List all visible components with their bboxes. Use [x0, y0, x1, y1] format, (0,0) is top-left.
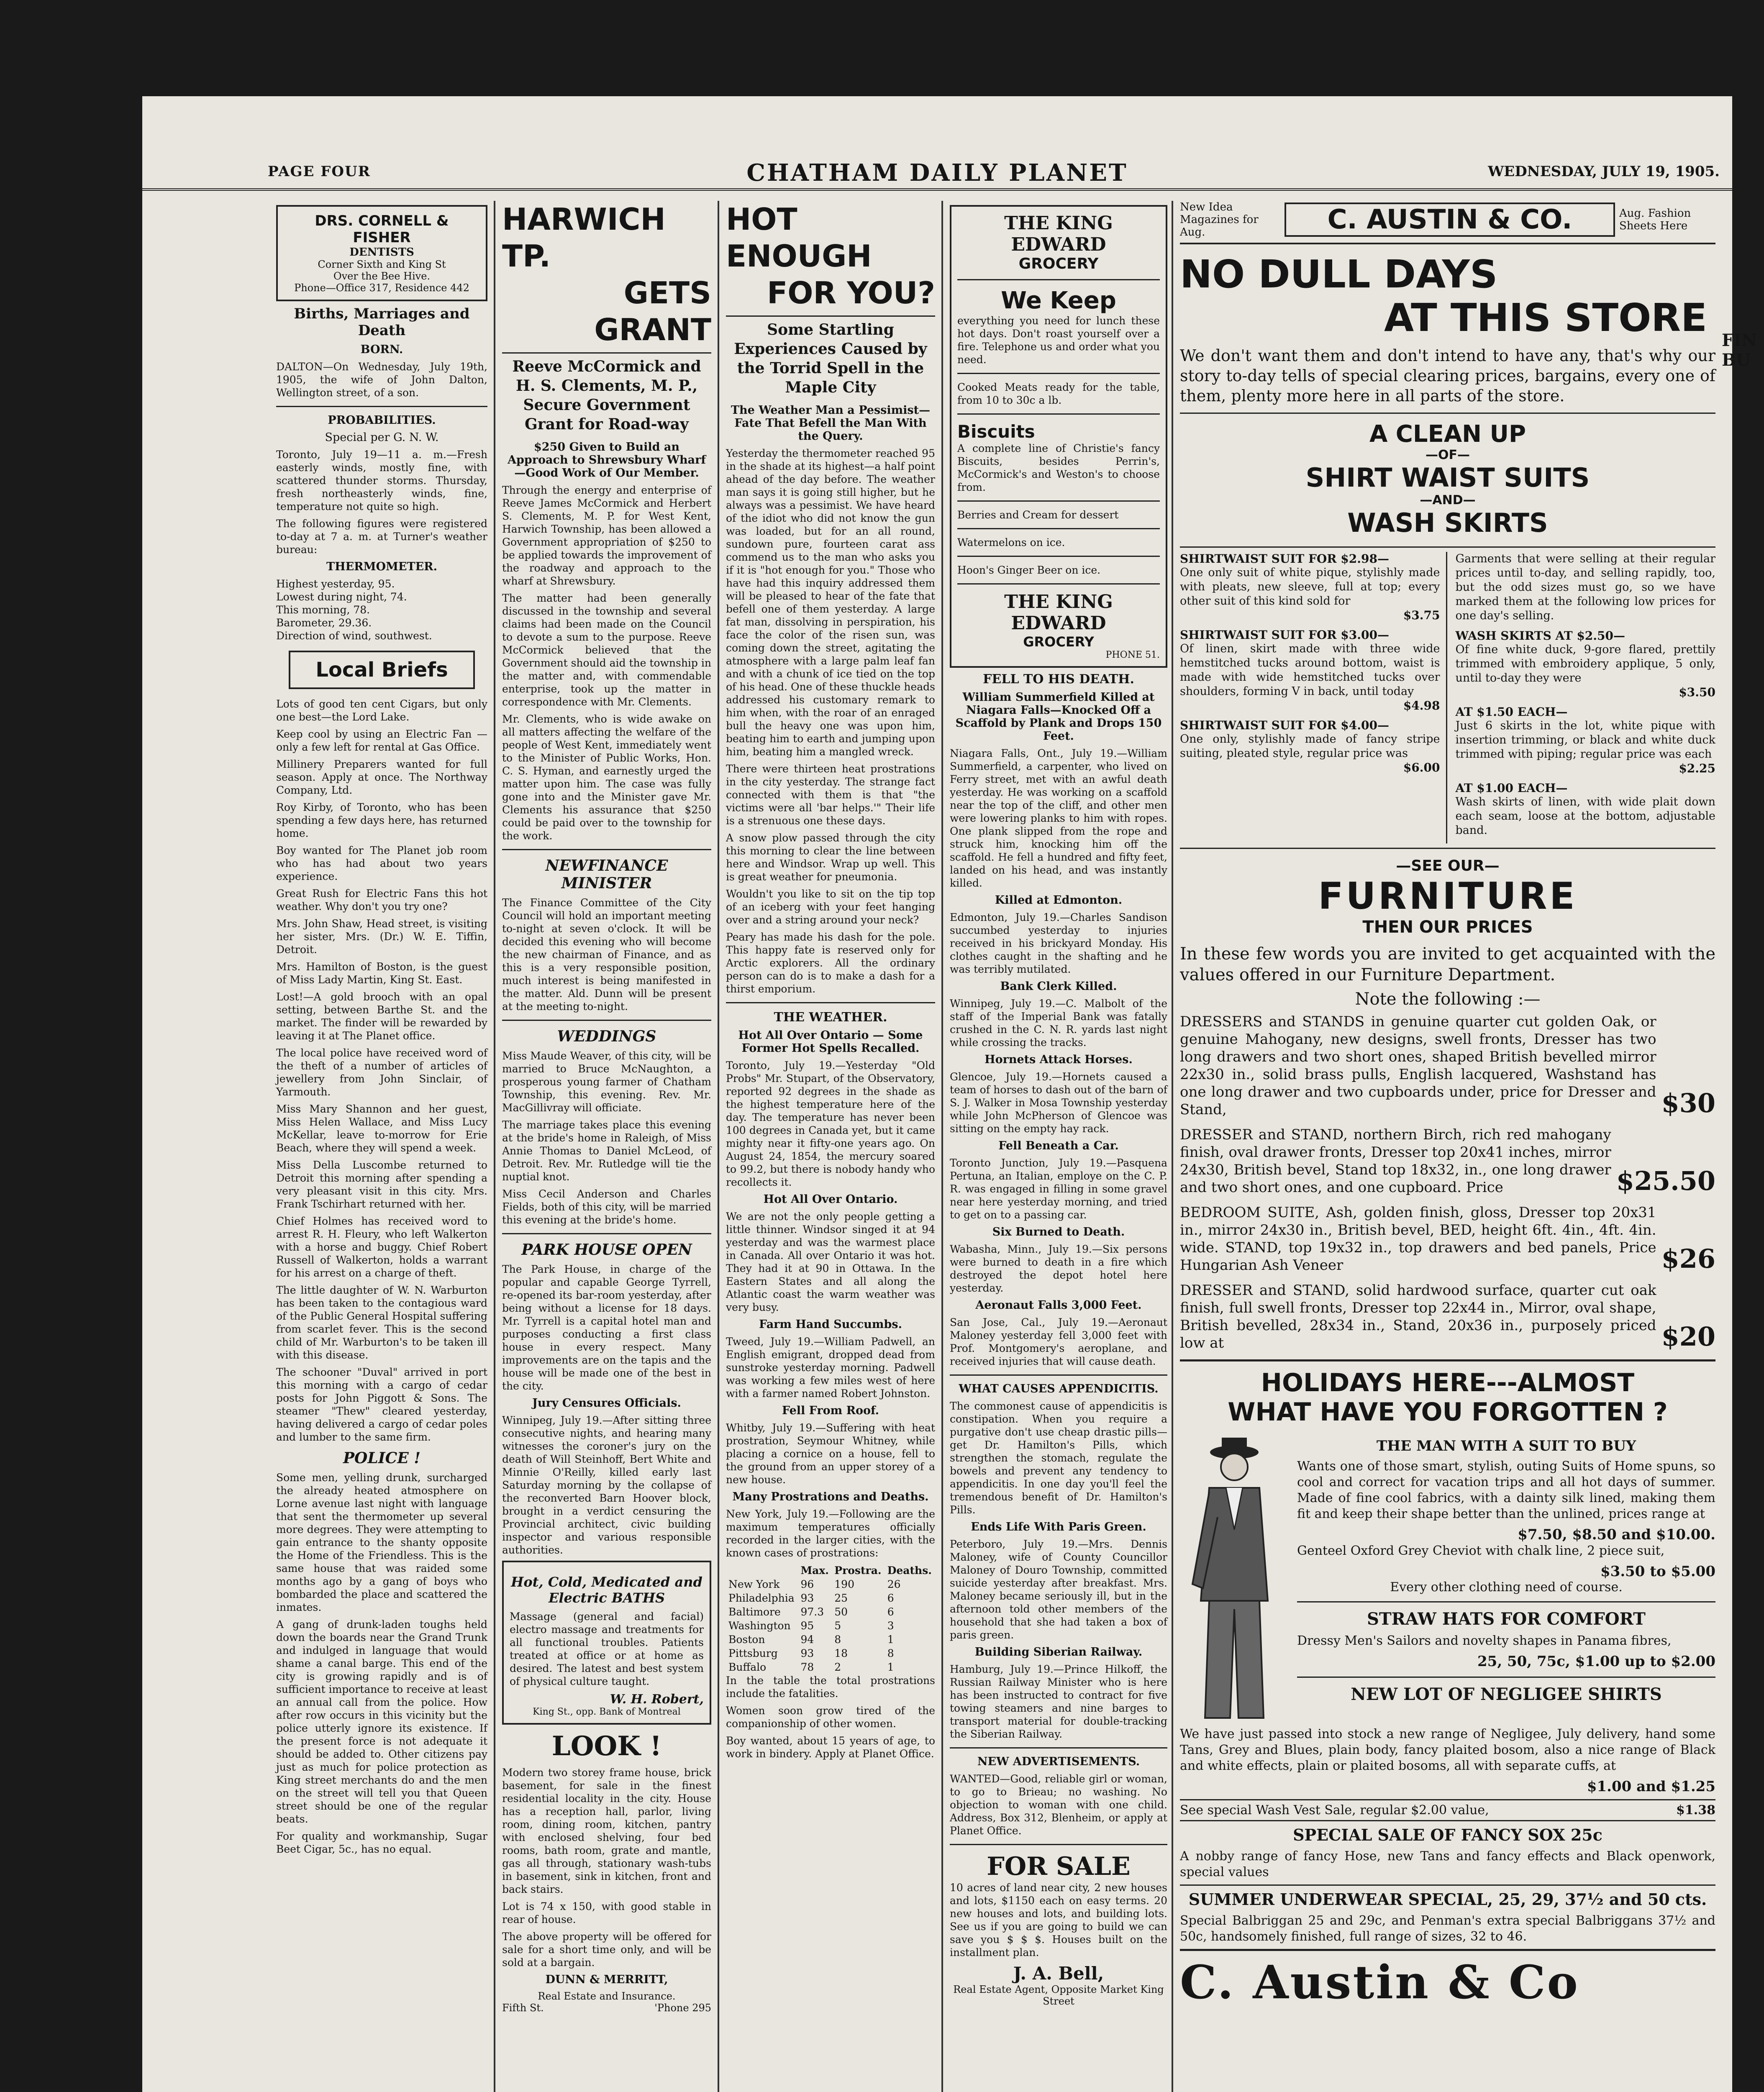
table-cell: 50: [834, 1606, 848, 1618]
brief-item: Miss Mary Shannon and her guest, Miss Helen Wallace, and Miss Lucy McKellar, leave to-morrow for Erie Beach, where they will spend a week.: [276, 1103, 487, 1154]
thermometer-reading: Direction of wind, southwest.: [276, 630, 432, 642]
wash-vest-sale: See special Wash Vest Sale, regular $2.00 value, $1.38: [1180, 1799, 1715, 1821]
table-cell: 5: [834, 1620, 841, 1632]
boy-wanted: Boy wanted, about 15 years of age, to work in bindery. Apply at Planet Office.: [726, 1735, 935, 1760]
sale-item: [1180, 718, 1440, 774]
harwich-subhead: Reeve McCormick and H. S. Clements, M. P., Secure Government Grant for Road-way: [512, 358, 701, 433]
weather-subhead: Hot All Over Ontario — Some Former Hot Spells Recalled.: [738, 1029, 923, 1055]
new-finance-text: The Finance Committee of the City Council will hold an important meeting to-night at seven o'clock. It will be decided this evening who will become the new chairman of Finance, and as this is a very responsible position, much interest is being manifested in the matter. Ald. Dunn will be present at the meeting to-night.: [502, 897, 711, 1013]
shirt-waist-items: [1180, 552, 1447, 843]
look-text-2: Lot is 74 x 150, with good stable in rear of house.: [502, 1900, 711, 1925]
oxford-text: Genteel Oxford Grey Cheviot with chalk line, 2 piece suit,: [1297, 1543, 1665, 1558]
brief-item: Lost!—A gold brooch with an opal setting, between Barthe St. and the market. The finder will be rewarded by leaving it at The Planet office.: [276, 991, 487, 1042]
probabilities-heading: PROBABILITIES.: [328, 414, 436, 427]
table-cell: 8: [834, 1633, 841, 1646]
no-dull-days-text: We don't want them and don't intend to have any, that's why our story to-day tells of special clearing prices, bargains, every one of them, plenty more here in all parts of the store.: [1180, 346, 1715, 405]
fancy-sox-heading: SPECIAL SALE OF FANCY SOX 25c: [1293, 1825, 1602, 1844]
sale-item-price: $4.98: [1403, 699, 1440, 713]
brief-item: The little daughter of W. N. Warburton has been taken to the contagious ward of the Public General Hospital suffering from scarlet fever. This is the second child of Mr. Warburton's to be taken ill with this disease.: [276, 1284, 487, 1361]
dentists-address: Corner Sixth and King St: [318, 259, 446, 270]
sale-item-text: Just 6 skirts in the lot, white pique with insertion trimming, or black and white duck trimmed with piping; regular price was each: [1455, 719, 1715, 761]
weddings-article: [502, 1049, 711, 1226]
issue-date: WEDNESDAY, JULY 19, 1905.: [1488, 163, 1720, 180]
probabilities-text-2: The following figures were registered to-day at 7 a. m. at Turner's weather bureau:: [276, 518, 487, 556]
brief-item: The local police have received word of the theft of a number of articles of jewellery from John Sinclair, of Yarmouth.: [276, 1047, 487, 1098]
baths-text: Massage (general and facial) electro massage and treatments for all functional troubles. Patients treated at office or at home as desired. The latest and best system of physical culture taught.: [510, 1610, 704, 1687]
dentists-role: DENTISTS: [349, 246, 414, 259]
article-paragraph: There were thirteen heat prostrations in the city yesterday. The strange fact connected with them is that "the victims were all 'bar helps.'" Their life is a strenuous one these days.: [726, 763, 935, 827]
sale-item-title: WASH SKIRTS AT $2.50—: [1455, 629, 1625, 643]
table-cell: 93: [800, 1592, 814, 1604]
new-idea-magazines: New Idea Magazines for Aug.: [1180, 201, 1259, 238]
wedding-item: The marriage takes place this evening at the bride's home in Raleigh, of Miss Annie Thomas to Daniel McLeod, of Detroit. Rev. Mr. Rutledge will tie the nuptial knot.: [502, 1119, 711, 1183]
new-finance-heading: NEWFINANCE MINISTER: [545, 857, 668, 892]
furniture-item-price: $30: [1661, 1088, 1715, 1118]
brief-item: Roy Kirby, of Toronto, who has been spending a few days here, has returned home.: [276, 801, 487, 839]
column-2: [502, 201, 711, 2092]
weather-heading: THE WEATHER.: [774, 1010, 887, 1025]
furniture-item-price: $20: [1661, 1321, 1715, 1352]
hot-ontario-heading: Hot All Over Ontario.: [763, 1193, 898, 1206]
newspaper-title: CHATHAM DAILY PLANET: [746, 159, 1128, 187]
jury-heading: Jury Censures Officials.: [532, 1397, 681, 1410]
man-illustration: [1180, 1433, 1297, 1726]
bell-name: J. A. Bell,: [1013, 1963, 1104, 1984]
brief-item: Great Rush for Electric Fans this hot weather. Why don't you try one?: [276, 887, 487, 913]
furniture-item: [1180, 1013, 1715, 1118]
brief-item: Chief Holmes has received word to arrest R. H. Fleury, who left Walkerton with a horse and buggy. Chief Robert Russell of Walkerton, holds a warrant for his arrest on a charge of theft.: [276, 1215, 487, 1279]
brief-item: Keep cool by using an Electric Fan —only a few left for rental at Gas Office.: [276, 728, 487, 753]
dentists-phone: Phone—Office 317, Residence 442: [294, 282, 469, 294]
table-header: Max.: [800, 1564, 829, 1577]
masthead: [142, 159, 1732, 191]
appendicitis-heading: WHAT CAUSES APPENDICITIS.: [959, 1382, 1159, 1395]
table-cell: 3: [887, 1620, 894, 1632]
clothing-section: [1180, 1433, 1715, 1726]
dentists-address-2: Over the Bee Hive.: [333, 270, 431, 282]
berries: Berries and Cream for dessert: [957, 509, 1119, 521]
new-ads-heading: NEW ADVERTISEMENTS.: [977, 1755, 1140, 1768]
king-edward-title-2: THE KING EDWARD: [1004, 591, 1113, 634]
wanted-ad: WANTED—Good, reliable girl or woman, to go to Brieau; no washing. No objection to woman with one child. Address, Box 312, Blenheim, or apply at Planet Office.: [950, 1773, 1167, 1837]
table-header: Deaths.: [887, 1564, 932, 1577]
biscuits-heading: Biscuits: [957, 421, 1035, 442]
hot-article: [726, 447, 935, 995]
paris-green-text: Peterboro, July 19.—Mrs. Dennis Maloney, wife of County Councillor Maloney of Douro Township, committed suicide yesterday after breakfast. Mrs. Maloney became seriously ill, but in the afternoon told other members of the household that she had taken a box of paris green.: [950, 1538, 1167, 1641]
fell-subhead: William Summerfield Killed at Niagara Falls—Knocked Off a Scaffold by Plank and Drops 150 Feet.: [955, 691, 1162, 743]
column-4: [950, 201, 1167, 2092]
every-other: Every other clothing need of course.: [1390, 1580, 1623, 1595]
dunn-merritt-street: Fifth St. 'Phone 295: [502, 2002, 711, 2014]
table-cell: Boston: [728, 1633, 765, 1646]
table-row: [726, 1591, 935, 1605]
article-paragraph: Through the energy and enterprise of Reeve James McCormick and Herbert S. Clements, M. P. for West Kent, Harwich Township, has been allowed a Government appropriation of $250 to be applied towards the improvement of the roadway and approach to the wharf at Shrewsbury.: [502, 484, 711, 587]
bank-heading: Bank Clerk Killed.: [1000, 980, 1117, 993]
sale-item: [1456, 705, 1716, 775]
furniture-item-text: BEDROOM SUITE, Ash, golden finish, gloss, Dresser top 20x31 in., mirror 24x30 in., British bevel, BED, height 6ft. 4in., 4ft. 4in. wide. STAND, top 19x32 in., top drawers and bed panels, Price Hungarian Ash Veneer: [1180, 1204, 1656, 1274]
clean-up-items: [1180, 546, 1715, 849]
sale-item-text: Of linen, skirt made with three wide hemstitched tucks around bottom, waist is made with wide hemstitched tucks over shoulders, forming V in back, until today: [1180, 642, 1440, 698]
austin-name: C. AUSTIN & CO.: [1285, 203, 1615, 237]
article-paragraph: A snow plow passed through the city this morning to clear the line between here and Windsor. Wrap up well. This is great weather for pneumonia.: [726, 832, 935, 883]
sale-item-title: AT $1.50 EACH—: [1455, 705, 1568, 719]
roof-text: Whitby, July 19.—Suffering with heat prostration, Seymour Whitney, while placing a cornice on a house, fell to the ground from an upper storey of a new house.: [726, 1422, 935, 1486]
police-article: [276, 1471, 487, 1856]
man-suit-price: $7.50, $8.50 and $10.00.: [1518, 1526, 1715, 1543]
table-cell: 6: [887, 1606, 894, 1618]
local-briefs: [276, 697, 487, 1443]
women-note: Women soon grow tired of the companionship of other women.: [726, 1705, 935, 1730]
table-cell: 26: [887, 1578, 901, 1590]
table-note: In the table the total prostrations include the fatalities.: [726, 1674, 935, 1700]
straw-hats-text: Dressy Men's Sailors and novelty shapes in Panama fibres,: [1297, 1633, 1672, 1648]
table-row: [726, 1633, 935, 1646]
car-heading: Fell Beneath a Car.: [998, 1139, 1119, 1152]
fashion-sheets: Aug. Fashion Sheets Here: [1619, 207, 1691, 232]
hot-subhead: Some Startling Experiences Caused by the Torrid Spell in the Maple City: [734, 321, 927, 396]
farm-heading: Farm Hand Succumbs.: [759, 1318, 902, 1331]
burned-text: Wabasha, Minn., July 19.—Six persons were burned to death in a fire which destroyed the depot hotel here yesterday.: [950, 1243, 1167, 1294]
police-paragraph: For quality and workmanship, Sugar Beet Cigar, 5c., has no equal.: [276, 1830, 487, 1855]
column-rule: [718, 201, 719, 2092]
furniture-heading: FURNITURE: [1318, 874, 1577, 918]
brief-item: Boy wanted for The Planet job room who has had about two years experience.: [276, 844, 487, 882]
straw-hats-price: 25, 50, 75c, $1.00 up to $2.00: [1477, 1653, 1715, 1670]
man-suit-heading: THE MAN WITH A SUIT TO BUY: [1376, 1438, 1636, 1454]
sale-item-text: Garments that were selling at their regular prices until to-day, and selling rapidly, too, but the odd sizes must go, so we have marked them at the following low prices for one day's selling.: [1455, 552, 1715, 622]
furniture-item-price: $25.50: [1616, 1166, 1715, 1196]
dunn-merritt: DUNN & MERRITT,: [545, 1973, 668, 1986]
born-heading: BORN.: [360, 343, 403, 356]
sale-item-text: Of fine white duck, 9-gore flared, prettily trimmed with embroidery applique, 5 only, until to-day they were: [1455, 643, 1715, 685]
for-sale-text: 10 acres of land near city, 2 new houses and lots, $1150 each on easy terms. 20 new houses and lots, and building lots. See us if you are going to build we can save you $ $ $. Houses built on the installment plan.: [950, 1882, 1167, 1959]
police-heading: POLICE !: [343, 1449, 420, 1467]
sale-item-title: SHIRTWAIST SUIT FOR $2.98—: [1180, 552, 1389, 566]
table-cell: 18: [834, 1647, 848, 1659]
article-paragraph: Peary has made his dash for the pole. This happy fate is reserved only for Arctic explorers. All the ordinary person can do is to make a dash for a thirst emporium.: [726, 931, 935, 995]
column-5: [1180, 201, 1715, 2092]
column-rule: [494, 201, 495, 2092]
furniture-item: [1180, 1126, 1715, 1196]
paris-green-heading: Ends Life With Paris Green.: [971, 1520, 1146, 1533]
article-paragraph: Mr. Clements, who is wide awake on all matters affecting the welfare of the people of West Kent, immediately went to the Minister of Public Works, Hon. C. S. Hyman, and earnestly urged the matter upon him. The case was fully gone into and the Minister gave Mr. Clements his assurance that $250 could be paid over to the township for the work.: [502, 713, 711, 842]
table-cell: 1: [887, 1661, 894, 1673]
brief-item: Mrs. John Shaw, Head street, is visiting her sister, Mrs. (Dr.) W. E. Tiffin, Detroit.: [276, 918, 487, 956]
brief-item: Lots of good ten cent Cigars, but only one best—the Lord Lake.: [276, 698, 487, 723]
austin-signature: C. Austin & Co: [1180, 1949, 1715, 2009]
shirt-waist-suits: SHIRT WAIST SUITS: [1305, 462, 1590, 493]
forgotten-heading: WHAT HAVE YOU FORGOTTEN ?: [1228, 1397, 1668, 1427]
siberian-text: Hamburg, July 19.—Prince Hilkoff, the Russian Railway Minister who is here has been instructed to contract for five towing steamers and nine barges to transport material for double-tracking the Siberian Railway.: [950, 1663, 1167, 1740]
article-paragraph: Wouldn't you like to sit on the tip top of an iceberg with your feet hanging over and a string around your neck?: [726, 888, 935, 926]
weddings-heading: WEDDINGS: [557, 1028, 656, 1045]
roof-heading: Fell From Roof.: [782, 1404, 879, 1417]
wedding-item: Miss Cecil Anderson and Charles Fields, both of this city, will be married this evening at the bride's home.: [502, 1188, 711, 1226]
aeronaut-text: San Jose, Cal., July 19.—Aeronaut Maloney yesterday fell 3,000 feet with Prof. Montgomery's aeroplane, and received injuries that will cause death.: [950, 1316, 1167, 1367]
no-dull-days: NO DULL DAYS: [1180, 252, 1498, 297]
we-keep-heading: We Keep: [1001, 287, 1116, 314]
sale-item-title: SHIRTWAIST SUIT FOR $4.00—: [1180, 718, 1389, 732]
hot-ontario-text: We are not the only people getting a little thinner. Windsor singed it at 94 yesterday and was the warmest place in Canada. All over Ontario it was hot. They had it at 90 in Ottawa. In the Eastern States and all along the Atlantic coast the warm weather was very busy.: [726, 1210, 935, 1313]
wedding-item: Miss Maude Weaver, of this city, will be married to Bruce McNaughton, a prosperous young farmer of Chatham Township, this evening. Rev. Mr. MacGillivray will officiate.: [502, 1050, 711, 1114]
car-text: Toronto Junction, July 19.—Pasquena Pertuna, an Italian, employe on the C. P. R. was engaged in filling in some gravel near here yesterday morning, and tried to get on to a passing car.: [950, 1157, 1167, 1221]
column-3: [726, 201, 935, 2092]
holidays-heading: HOLIDAYS HERE---ALMOST: [1261, 1368, 1635, 1397]
table-row: [726, 1605, 935, 1619]
edmonton-text: Edmonton, July 19.—Charles Sandison succumbed yesterday to injuries received in his brickyard Monday. His clothes caught in the shafting and he was terribly mutilated.: [950, 911, 1167, 975]
weather-text: Toronto, July 19.—Yesterday "Old Probs" Mr. Stupart, of the Observatory, reported 92 degrees in the shade as the highest temperature here of the day. The temperature has never been 100 degrees in Canada yet, but it came mighty near it fifty-one years ago. On August 24, 1854, the mercury soared to 99.2, but there is nobody handy who recollects it.: [726, 1059, 935, 1188]
table-cell: 95: [800, 1620, 814, 1632]
negligee-text: We have just passed into stock a new range of Negligee, July delivery, hand some Tans, Grey and Blues, plain body, fancy plaited bosom, also a nice range of Black and white effects, plain or plaited bosoms, all with separate cuffs, at: [1180, 1727, 1715, 1773]
king-edward-phone: PHONE 51.: [1105, 650, 1160, 660]
column-rule: [941, 201, 943, 2092]
clothing-text: [1297, 1433, 1715, 1726]
hot-headline-2: FOR YOU?: [726, 274, 935, 317]
straw-hats-heading: STRAW HATS FOR COMFORT: [1367, 1609, 1646, 1629]
harwich-subhead-2: $250 Given to Build an Approach to Shrewsbury Wharf—Good Work of Our Member.: [508, 441, 706, 479]
table-cell: 96: [800, 1578, 814, 1590]
furniture-item: [1180, 1282, 1715, 1352]
local-briefs-box: [289, 651, 475, 689]
table-row: [726, 1660, 935, 1674]
aeronaut-heading: Aeronaut Falls 3,000 Feet.: [975, 1299, 1142, 1312]
thermometer-list: [276, 577, 487, 642]
dunn-merritt-line: Real Estate and Insurance.: [538, 1990, 676, 2002]
fancy-sox-text: A nobby range of fancy Hose, new Tans and fancy effects and Black openwork, special values: [1180, 1849, 1715, 1879]
table-cell: Baltimore: [728, 1606, 781, 1618]
thermometer-reading: Highest yesterday, 95.: [276, 578, 395, 590]
prostrations-heading: Many Prostrations and Deaths.: [732, 1490, 929, 1503]
table-cell: 6: [887, 1592, 894, 1604]
wash-skirt-items: [1456, 552, 1716, 843]
furniture-items: [1180, 1013, 1715, 1352]
look-text-3: The above property will be offered for sale for a short time only, and will be sold at a bargain.: [502, 1930, 711, 1969]
table-cell: 8: [887, 1647, 894, 1659]
table-header: [726, 1564, 798, 1577]
brief-item: The schooner "Duval" arrived in port this morning with a cargo of cedar posts for John Piggott & Sons. The steamer "Thew" cleared yesterday, having delivered a cargo of cedar poles and lumber to the same firm.: [276, 1366, 487, 1443]
jury-text: Winnipeg, July 19.—After sitting three consecutive nights, and hearing many witnesses the coroner's jury on the death of Will Steinhoff, Bert White and Minnie O'Reilly, killed early last Saturday morning by the collapse of the reconverted Barn Hoover block, brought in a verdict censuring the Provincial architect, civic building inspector and various responsible authorities.: [502, 1414, 711, 1556]
for-sale-heading: FOR SALE: [987, 1852, 1131, 1881]
fell-text: Niagara Falls, Ont., July 19.—William Summerfield, a carpenter, who lived on Ferry street, met with an awful death yesterday. He was working on a scaffold near the top of the cliff, and other men were lowering planks to him with ropes. One plank slipped from the rope and struck him, knocking him off the scaffold. He fell a hundred and fifty feet, landed on his head, and was instantly killed.: [950, 747, 1167, 889]
sale-item-price: $6.00: [1403, 761, 1440, 774]
table-cell: Buffalo: [728, 1661, 767, 1673]
note-following: Note the following :—: [1355, 990, 1541, 1009]
look-heading: LOOK !: [551, 1731, 662, 1762]
table-cell: 1: [887, 1633, 894, 1646]
table-header: Prostra.: [834, 1564, 882, 1577]
article-paragraph: Yesterday the thermometer reached 95 in the shade at its highest—a half point ahead of the day before. The weather man says it is going still higher, but he always was a pessimist. We have heard of the idiot who did not know the gun was loaded, but for an all round, sundown pure, fourteen carat ass commend us to the man who asks you if it is "hot enough for you." Those who have had this inquiry addressed them will be pleased to hear of the fate that befell one of them yesterday. A large fat man, dissolving in perspiration, his face the color of the risen sun, was coming down the street, agitating the atmosphere with a large palm leaf fan and with a chunk of ice tied on the top of his head. One of these thuckle heads addressed his customary remark to him when, with the roar of an enraged bull the heavy one was upon him, beating him to earth and jumping upon him, beating him a mangled wreck.: [726, 447, 935, 758]
king-edward-ad: [950, 205, 1167, 668]
baths-ad: [502, 1561, 711, 1725]
sale-item: [1456, 629, 1716, 699]
police-paragraph: Some men, yelling drunk, surcharged the already heated atmosphere on Lorne avenue last night with language that sent the thermometer up several more degrees. They were attempting to gain entrance to the shanty opposite the Home of the Friendless. This is the same house that was raided some months ago by a gang of boys who bombarded the place and scattered the inmates.: [276, 1472, 487, 1613]
wash-skirts: WASH SKIRTS: [1347, 508, 1548, 538]
baths-name: W. H. Robert,: [610, 1692, 704, 1707]
negligee-heading: NEW LOT OF NEGLIGEE SHIRTS: [1351, 1684, 1662, 1704]
table-cell: 2: [834, 1661, 841, 1673]
watermelons: Watermelons on ice.: [957, 536, 1065, 549]
sale-item: [1456, 552, 1716, 623]
probabilities-special: Special per G. N. W.: [325, 431, 439, 444]
table-cell: Washington: [728, 1620, 791, 1632]
thermometer-heading: THERMOMETER.: [326, 560, 437, 573]
sale-item-title: SHIRTWAIST SUIT FOR $3.00—: [1180, 628, 1389, 642]
table-cell: New York: [728, 1578, 780, 1590]
column-1: [276, 201, 487, 2092]
baths-address: King St., opp. Bank of Montreal: [533, 1707, 681, 1717]
clean-up-heading: A CLEAN UP: [1369, 420, 1526, 448]
hornets-heading: Hornets Attack Horses.: [985, 1053, 1133, 1066]
hot-subhead-2: The Weather Man a Pessimist—Fate That Befell the Man With the Query.: [731, 404, 931, 443]
table-row: [726, 1619, 935, 1633]
king-edward-title: THE KING EDWARD: [1004, 213, 1113, 255]
appendicitis-text: The commonest cause of appendicitis is constipation. When you require a purgative don't use cheap drastic pills—get Dr. Hamilton's Pills, which strengthen the stomach, regulate the bowels and prevent any tendency to appendicitis. In one day you'll feel the tremendous benefit of Dr. Hamilton's Pills.: [950, 1400, 1167, 1516]
underwear-heading: SUMMER UNDERWEAR SPECIAL, 25, 29, 37½ and 50 cts.: [1180, 1884, 1715, 1909]
thermometer-reading: This morning, 78.: [276, 604, 370, 616]
dentists-name: DRS. CORNELL & FISHER: [315, 213, 449, 246]
sale-item-price: $3.75: [1403, 608, 1440, 622]
column-rule: [1172, 201, 1173, 2092]
table-cell: 78: [800, 1661, 814, 1673]
oxford-price: $3.50 to $5.00: [1600, 1563, 1715, 1580]
furniture-text: In these few words you are invited to get acquainted with the values offered in our Furniture Department.: [1180, 944, 1715, 984]
ginger-beer: Hoon's Ginger Beer on ice.: [957, 564, 1101, 576]
see-our: —SEE OUR—: [1396, 857, 1500, 874]
prostrations-text: New York, July 19.—Following are the maximum temperatures officially recorded in the larger cities, with the known cases of prostrations:: [726, 1508, 935, 1559]
hornets-text: Glencoe, July 19.—Hornets caused a team of horses to dash out of the barn of S. J. Walker in Mosa Township yesterday while John McPherson of Glencoe was sitting on the empty hay rack.: [950, 1071, 1167, 1135]
clean-up-and: —AND—: [1420, 493, 1476, 508]
king-edward-subtitle: GROCERY: [1018, 255, 1099, 272]
brief-item: Mrs. Hamilton of Boston, is the guest of Miss Lady Martin, King St. East.: [276, 961, 487, 986]
local-briefs-title: Local Briefs: [315, 658, 448, 682]
probabilities-text: Toronto, July 19—11 a. m.—Fresh easterly winds, mostly fine, with scattered thunder storms. Thursday, fresh northeasterly winds, fine, temperature not quite so high.: [276, 449, 487, 513]
edmonton-heading: Killed at Edmonton.: [995, 894, 1123, 907]
negligee-price: $1.00 and $1.25: [1587, 1778, 1715, 1795]
king-edward-subtitle-2: GROCERY: [1023, 634, 1094, 650]
sale-item: [1180, 628, 1440, 713]
article-paragraph: The matter had been generally discussed in the township and several claims had been made on the Council to devote a sum to the purpose. Reeve McCormick believed that the Government should aid the township in the matter and, with commendable enterprise, took up the matter in correspondence with Mr. Clements.: [502, 592, 711, 708]
burned-heading: Six Burned to Death.: [992, 1225, 1125, 1238]
harwich-article: [502, 484, 711, 842]
furniture-item-price: $26: [1661, 1243, 1715, 1274]
birth-notice: DALTON—On Wednesday, July 19th, 1905, the wife of John Dalton, Wellington street, of a son.: [276, 361, 487, 399]
dentists-ad: [276, 205, 487, 301]
at-this-store: AT THIS STORE: [1384, 295, 1707, 340]
sale-item: [1180, 552, 1440, 622]
then-our-prices: THEN OUR PRICES: [1362, 918, 1533, 937]
austin-header: [1180, 201, 1715, 244]
sale-item-title: AT $1.00 EACH—: [1455, 781, 1568, 795]
sale-item: [1456, 781, 1716, 838]
biscuits-text: A complete line of Christie's fancy Biscuits, besides Perrin's, McCormick's and Weston's to choose from.: [957, 442, 1160, 493]
furniture-item-text: DRESSER and STAND, solid hardwood surface, quarter cut oak finish, full swell fronts, Dresser top 22x44 in., Mirror, oval shape, British bevelled, 28x34 in., Stand, 20x36 in., purposely priced low at: [1180, 1282, 1656, 1351]
brief-item: Millinery Preparers wanted for full season. Apply at once. The Northway Company, Ltd.: [276, 758, 487, 796]
table-cell: 94: [800, 1633, 814, 1646]
man-suit-text: Wants one of those smart, stylish, outing Suits of Home spuns, so cool and correct for vacation trips and all hot days of summer. Made of fine cool fabrics, with a dainty silk lined, making them fit and keep their shape better than the unlined, prices range at: [1297, 1459, 1715, 1521]
sale-item-price: $3.50: [1679, 685, 1715, 699]
sale-item-text: Wash skirts of linen, with wide plait down each seam, loose at the bottom, adjustable band.: [1455, 795, 1715, 837]
brief-item: Miss Della Luscombe returned to Detroit this morning after spending a very pleasant visit in this city. Mrs. Frank Tschirhart returned with her.: [276, 1159, 487, 1210]
cooked-meats: Cooked Meats ready for the table, from 10 to 30c a lb.: [957, 381, 1160, 406]
thermometer-reading: Lowest during night, 74.: [276, 591, 407, 603]
sale-item-price: $2.25: [1679, 761, 1715, 775]
furniture-item: [1180, 1204, 1715, 1274]
furniture-item-text: DRESSERS and STANDS in genuine quarter cut golden Oak, or genuine Mahogany, new designs, swell fronts, Dresser has two long drawers and two short ones, shaped British bevelled mirror 22x30 in., solid brass pulls, English lacquered, Washstand has one long drawer and two cupboards under, price for Dresser and Stand,: [1180, 1013, 1656, 1118]
thermometer-reading: Barometer, 29.36.: [276, 617, 372, 629]
fell-heading: FELL TO HIS DEATH.: [983, 672, 1134, 687]
newspaper-page: [142, 96, 1757, 2092]
sale-item-text: One only, stylishly made of fancy stripe suiting, pleated style, regular price was: [1180, 733, 1440, 760]
page-number: PAGE FOUR: [268, 163, 371, 180]
furniture-item-text: DRESSER and STAND, northern Birch, rich red mahogany finish, oval drawer fronts, Dresser top 20x41 inches, mirror 24x30, British bevel, Stand top 18x32, in., one long drawer and two short ones, and one cupboard. Price: [1180, 1126, 1611, 1196]
table-cell: 93: [800, 1647, 814, 1659]
police-paragraph: A gang of drunk-laden toughs held down the boards near the Grand Trunk and indulged in language that would shame a canal barge. This end of the city is growing rapidly and is of sufficient importance to receive at least an annual call from the police. How after row occurs in this vicinity but the police utterly ignore its existence. If the present force is not adequate it should be added to. Other citizens pay just as much for police protection as King street merchants do and the men on the street will tell you that Queen street should be one of the regular beats.: [276, 1618, 487, 1825]
bell-address: Real Estate Agent, Opposite Market King Street: [953, 1984, 1164, 2007]
table-row: [726, 1577, 935, 1591]
park-house-text: The Park House, in charge of the popular and capable George Tyrrell, re-opened its bar-room yesterday, after being without a license for 18 days. Mr. Tyrrell is a capital hotel man and purposes conducting a first class house in every respect. Many improvements are on the tapis and the house will be made one of the best in the city.: [502, 1263, 711, 1392]
bmd-title: Births, Marriages and Death: [294, 305, 470, 339]
table-cell: Pittsburg: [728, 1647, 778, 1659]
harwich-headline-2: GETS GRANT: [502, 274, 711, 354]
bank-text: Winnipeg, July 19.—C. Malbolt of the staff of the Imperial Bank was fatally crushed in the C. N. R. yards last night while crossing the tracks.: [950, 997, 1167, 1049]
underwear-text: Special Balbriggan 25 and 29c, and Penman's extra special Balbriggans 37½ and 50c, handsomely finished, full range of sizes, 32 to 46.: [1180, 1913, 1715, 1944]
farm-text: Tweed, July 19.—William Padwell, an English emigrant, dropped dead from sunstroke yesterday morning. Padwell was working a few miles west of here with a farmer named Robert Johnston.: [726, 1336, 935, 1400]
baths-heading: Hot, Cold, Medicated and Electric BATHS: [511, 1574, 703, 1606]
sale-item-text: One only suit of white pique, stylishly made with pleats, new sleeve, full at top; every other suit of this kind sold for: [1180, 566, 1440, 608]
heat-table: [726, 1564, 935, 1674]
siberian-heading: Building Siberian Railway.: [974, 1646, 1143, 1659]
clean-up-of: —OF—: [1426, 448, 1470, 462]
adjacent-page-edge: FIN BU: [1722, 331, 1757, 370]
table-cell: 97.3: [800, 1606, 824, 1618]
table-cell: 190: [834, 1578, 854, 1590]
harwich-headline: HARWICH TP.: [502, 202, 666, 274]
we-keep-text: everything you need for lunch these hot days. Don't roast yourself over a fire. Telephone us and order what you need.: [957, 315, 1160, 366]
man-in-suit-icon: [1180, 1433, 1289, 1726]
look-text: Modern two storey frame house, brick basement, for sale in the finest residential locality in the city. House has a reception hall, parlor, living room, dining room, kitchen, pantry with enclosed shelving, four bed rooms, bath room, grate and mantle, gas all through, stationary wash-tubs in basement, sink in kitchen, front and back stairs.: [502, 1766, 711, 1895]
park-house-heading: PARK HOUSE OPEN: [521, 1241, 692, 1259]
hot-headline: HOT ENOUGH: [726, 202, 872, 274]
table-cell: 25: [834, 1592, 848, 1604]
table-row: [726, 1646, 935, 1660]
table-cell: Philadelphia: [728, 1592, 795, 1604]
